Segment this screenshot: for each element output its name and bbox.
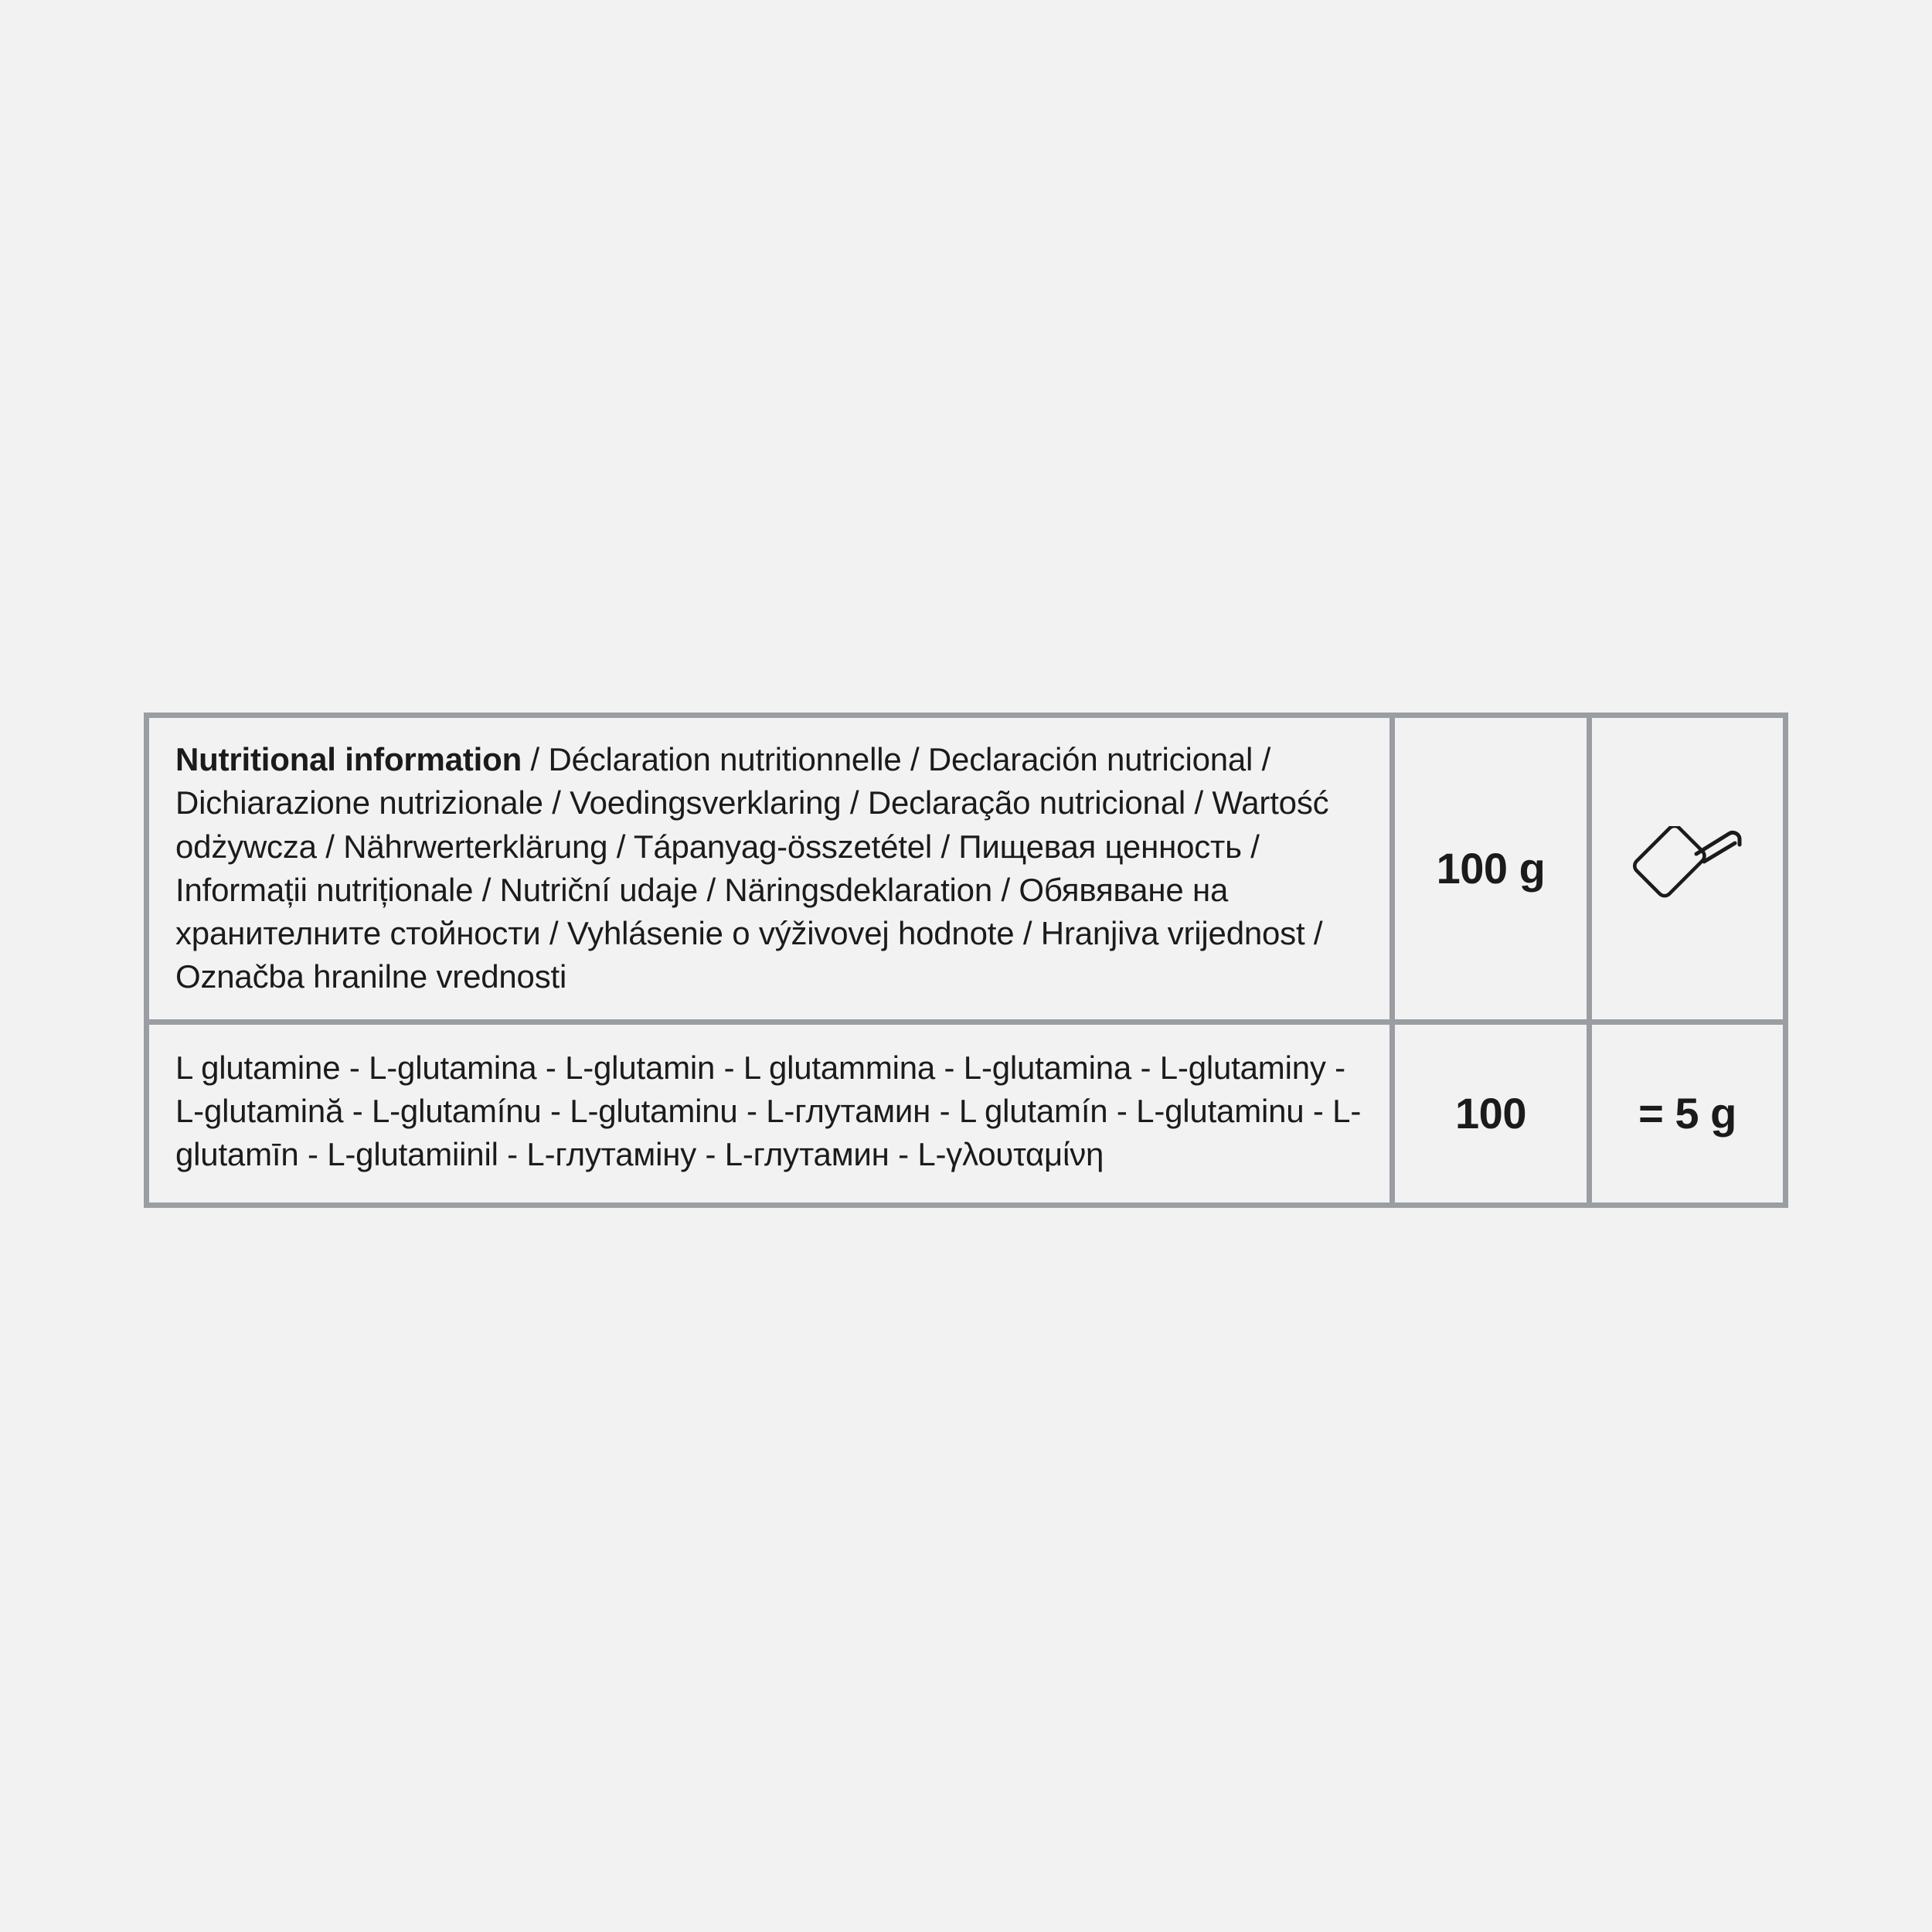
nutrient-description-cell [149, 1025, 1395, 1203]
table-row [149, 718, 1783, 1025]
nutrient-amount: 100 [1455, 1089, 1526, 1138]
nutrition-header-description [175, 738, 1365, 999]
table-row [149, 1025, 1783, 1203]
nutrient-scoop-value: = 5 g [1638, 1089, 1736, 1138]
scoop-icon [1630, 826, 1746, 911]
nutrient-description: L glutamine - L-glutamina - L-glutamin - L glutammina - L-glutamina - L-glutaminy - L-glutamină - L-glutamínu - L-glutaminu - L-глутамин - L glutamín - L-glutaminu - L-glutamīn - L-glutamiinil - L-глутаміну - L-глутамин - L-γλουταμίνη [175, 1049, 1362, 1173]
nutrition-header-amount: 100 g [1436, 844, 1546, 893]
nutrient-scoop-cell [1592, 1025, 1783, 1203]
nutrient-amount-cell [1395, 1025, 1592, 1203]
nutrition-header-amount-cell [1395, 718, 1592, 1019]
nutrition-information-table [144, 713, 1788, 1208]
nutrition-header-translations: / Déclaration nutritionnelle / Declaración nutricional / Dichiarazione nutrizionale / Voedingsverklaring / Declaração nutricional / Wartość odżywcza / Nährwerterklärung / Tápanyag-összetétel / Пищевая ценность / Informații nutriționale / Nutriční udaje / Näringsdeklaration / Обявяване на хранителните стойности / Vyhlásenie o výživovej hodnote / Hranjiva vrijednost / Označba hranilne vrednosti [175, 741, 1329, 995]
nutrition-header-lead: Nutritional information [175, 741, 522, 777]
nutrition-header-description-cell [149, 718, 1395, 1019]
nutrition-header-scoop-cell [1592, 718, 1783, 1019]
